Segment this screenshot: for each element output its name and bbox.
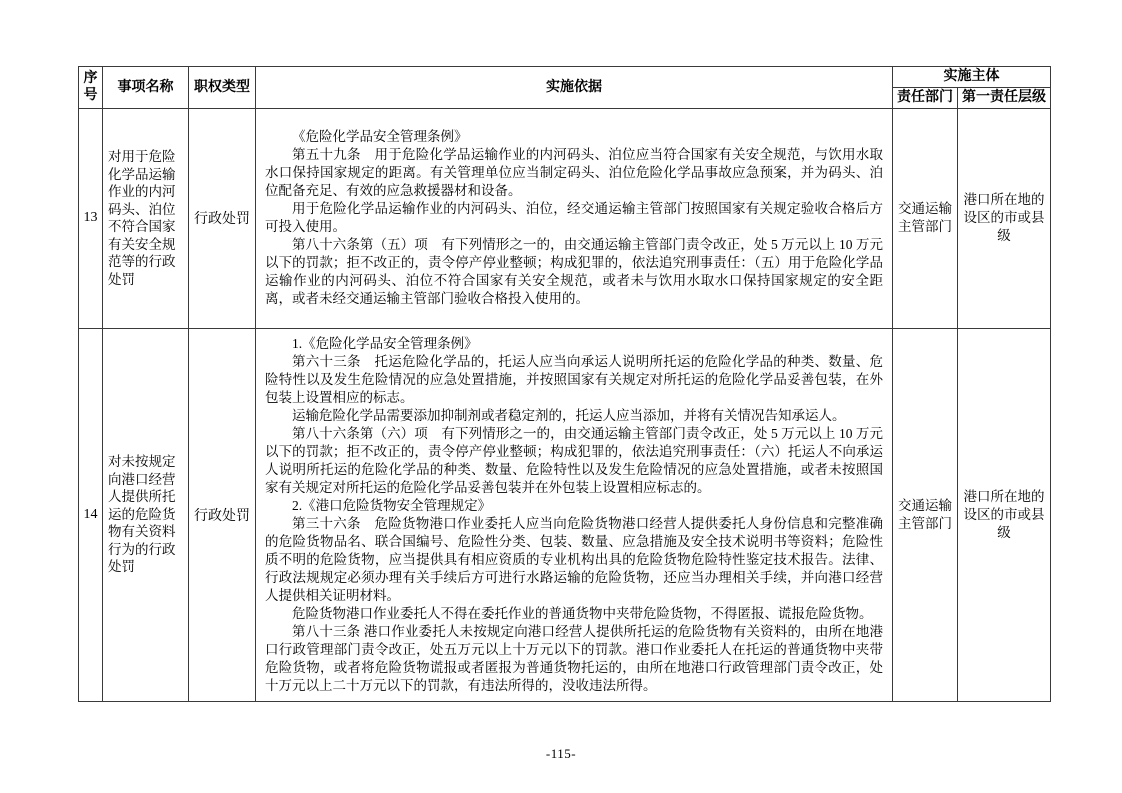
- basis-paragraph: 《危险化学品安全管理条例》: [292, 129, 468, 144]
- cell-responsibility-level: 港口所在地的设区的市或县级: [958, 328, 1051, 701]
- basis-paragraph: 第三十六条 危险货物港口作业委托人应当向危险货物港口经营人提供委托人身份信息和完整准确的危险货物品名、联合国编号、危险性分类、包装、数量、应急措施及安全技术说明书等资料；危险性质不明的危险货物，应当提供具有相应资质的专业机构出具的危险货物危险特性鉴定技术报告。法律、行政法规规定必须办理有关手续后方可进行水路运输的危险货物，还应当办理相关手续，并向港口经营人提供相关证明材料。: [265, 515, 883, 603]
- basis-paragraph: 用于危险化学品运输作业的内河码头、泊位，经交通运输主管部门按照国家有关规定验收合格后方可投入使用。: [265, 201, 883, 234]
- header-seq: 序号: [79, 67, 103, 109]
- cell-responsible-dept: 交通运输主管部门: [893, 328, 958, 701]
- header-responsible-dept: 责任部门: [893, 87, 958, 108]
- header-authority-type: 职权类型: [189, 67, 256, 109]
- header-basis: 实施依据: [256, 67, 893, 109]
- cell-basis: [256, 328, 893, 701]
- cell-item-name: 对未按规定向港口经营人提供所托运的危险货物有关资料行为的行政处罚: [103, 328, 189, 701]
- cell-authority-type: 行政处罚: [189, 328, 256, 701]
- basis-paragraph: 第八十三条 港口作业委托人未按规定向港口经营人提供所托运的危险货物有关资料的，由所在地港口行政管理部门责令改正，处五万元以上十万元以下的罚款。港口作业委托人在托运的普通货物中夹带危险货物，或者将危险货物谎报或者匿报为普通货物托运的，由所在地港口行政管理部门责令改正，处十万元以上二十万元以下的罚款，有违法所得的，没收违法所得。: [265, 623, 883, 693]
- cell-basis: [256, 108, 893, 328]
- basis-paragraph: 危险货物港口作业委托人不得在委托作业的普通货物中夹带危险货物，不得匿报、谎报危险货物。: [292, 605, 873, 621]
- cell-authority-type: 行政处罚: [189, 108, 256, 328]
- authority-items-table: [78, 66, 1051, 702]
- basis-paragraph: 第五十九条 用于危险化学品运输作业的内河码头、泊位应当符合国家有关安全规范，与饮用水取水口保持国家规定的距离。有关管理单位应当制定码头、泊位危险化学品事故应急预案，并为码头、泊位配备充足、有效的应急救援器材和设备。: [265, 147, 883, 198]
- header-row-top: [79, 67, 1051, 88]
- basis-paragraph: 第八十六条第（五）项 有下列情形之一的，由交通运输主管部门责令改正，处 5 万元以上 10 万元以下的罚款；拒不改正的，责令停产停业整顿；构成犯罪的，依法追究刑事责任：（五）用于危险化学品运输作业的内河码头、泊位不符合国家有关安全规范，或者未与饮用水取水口保持国家规定的安全距离，或者未经交通运输主管部门验收合格投入使用的。: [265, 237, 883, 306]
- table-row-14: [79, 328, 1051, 701]
- header-first-responsibility-level: 第一责任层级: [958, 87, 1051, 108]
- cell-responsibility-level: 港口所在地的设区的市或县级: [958, 108, 1051, 328]
- basis-paragraph: 运输危险化学品需要添加抑制剂或者稳定剂的，托运人应当添加，并将有关情况告知承运人。: [292, 407, 846, 423]
- table-body: [79, 108, 1051, 701]
- header-item-name: 事项名称: [103, 67, 189, 109]
- header-implementing-body: 实施主体: [893, 67, 1051, 88]
- cell-responsible-dept: 交通运输主管部门: [893, 108, 958, 328]
- cell-item-name: 对用于危险化学品运输作业的内河码头、泊位不符合国家有关安全规范等的行政处罚: [103, 108, 189, 328]
- cell-seq: 14: [79, 328, 103, 701]
- table-row-13: [79, 108, 1051, 328]
- basis-paragraph: 第六十三条 托运危险化学品的，托运人应当向承运人说明所托运的危险化学品的种类、数量、危险特性以及发生危险情况的应急处置措施，并按照国家有关规定对所托运的危险化学品妥善包装，在外包装上设置相应的标志。: [265, 353, 883, 405]
- cell-seq: 13: [79, 108, 103, 328]
- basis-paragraph: 1.《危险化学品安全管理条例》: [292, 335, 478, 351]
- page-number: -115-: [545, 746, 577, 761]
- basis-paragraph: 2.《港口危险货物安全管理规定》: [292, 497, 492, 513]
- basis-paragraph: 第八十六条第（六）项 有下列情形之一的，由交通运输主管部门责令改正，处 5 万元以上 10 万元以下的罚款；拒不改正的，责令停产停业整顿；构成犯罪的，依法追究刑事责任：（六）托运人不向承运人说明所托运的危险化学品的种类、数量、危险特性以及发生危险情况的应急处置措施，或者未按照国家有关规定对所托运的危险化学品妥善包装并在外包装上设置相应标志的。: [265, 425, 883, 495]
- table-header: [79, 67, 1051, 109]
